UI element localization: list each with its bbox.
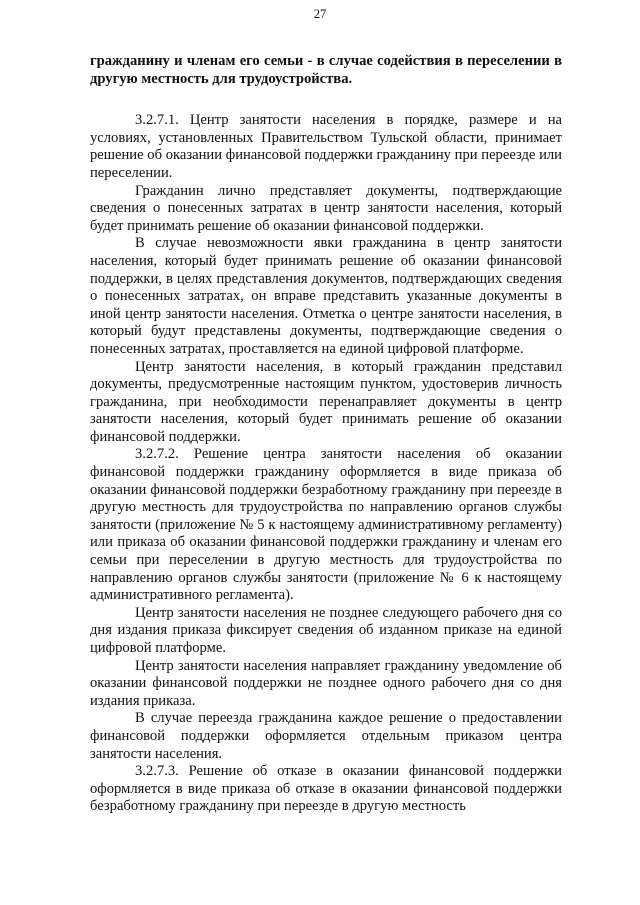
paragraph-notification: Центр занятости населения направляет гражданину уведомление об оказании финансовой поддержки не позднее одного рабочего дня со дня издания приказа.	[90, 657, 562, 709]
paragraph-order-recording: Центр занятости населения не позднее следующего рабочего дня со дня издания приказа фиксирует сведения об изданном приказе на единой цифровой платформе.	[90, 604, 562, 656]
document-body	[90, 53, 562, 816]
page-number: 27	[313, 7, 327, 21]
paragraph-documents-submission: Гражданин лично представляет документы, подтверждающие сведения о понесенных затратах в центр занятости населения, который будет принимать решение об оказании финансовой поддержки.	[90, 182, 562, 234]
paragraph-3-2-7-3: 3.2.7.3. Решение об отказе в оказании финансовой поддержки оформляется в виде приказа об отказе в оказании финансовой поддержки безработному гражданину при переезде в другую местность	[90, 763, 562, 815]
paragraph-other-center: В случае невозможности явки гражданина в центр занятости населения, который будет принимать решение об оказании финансовой поддержки, в целях представления документов, подтверждающих сведения о понесенных затратах, он вправе представить указанные документы в иной центр занятости населения. Отметка о центре занятости населения, в который будут представлены документы, подтверждающие сведения о понесенных затратах, проставляется на единой цифровой платформе.	[90, 235, 562, 357]
section-heading: гражданину и членам его семьи - в случае содействия в переселении в другую местность для трудоустройства.	[90, 53, 562, 87]
paragraph-3-2-7-1: 3.2.7.1. Центр занятости населения в порядке, размере и на условиях, установленных Правительством Тульской области, принимает решение об оказании финансовой поддержки гражданину при переезде или переселении.	[90, 112, 562, 181]
paragraph-3-2-7-2: 3.2.7.2. Решение центра занятости населения об оказании финансовой поддержки гражданину оформляется в виде приказа об оказании финансовой поддержки безработному гражданину при переезде в другую местность для трудоустройства по направлению органов службы занятости (приложение № 5 к настоящему административному регламенту) или приказа об оказании финансовой поддержки гражданину и членам его семьи при переселении в другую местность для трудоустройства по направлению органов службы занятости (приложение № 6 к настоящему административного регламента).	[90, 446, 562, 604]
paragraph-separate-order: В случае переезда гражданина каждое решение о предоставлении финансовой поддержки оформляется отдельным приказом центра занятости населения.	[90, 710, 562, 762]
paragraph-forwarding: Центр занятости населения, в который гражданин представил документы, предусмотренные настоящим пунктом, удостоверив личность гражданина, при необходимости перенаправляет документы в центр занятости населения, который будет принимать решение об оказании финансовой поддержки.	[90, 358, 562, 445]
